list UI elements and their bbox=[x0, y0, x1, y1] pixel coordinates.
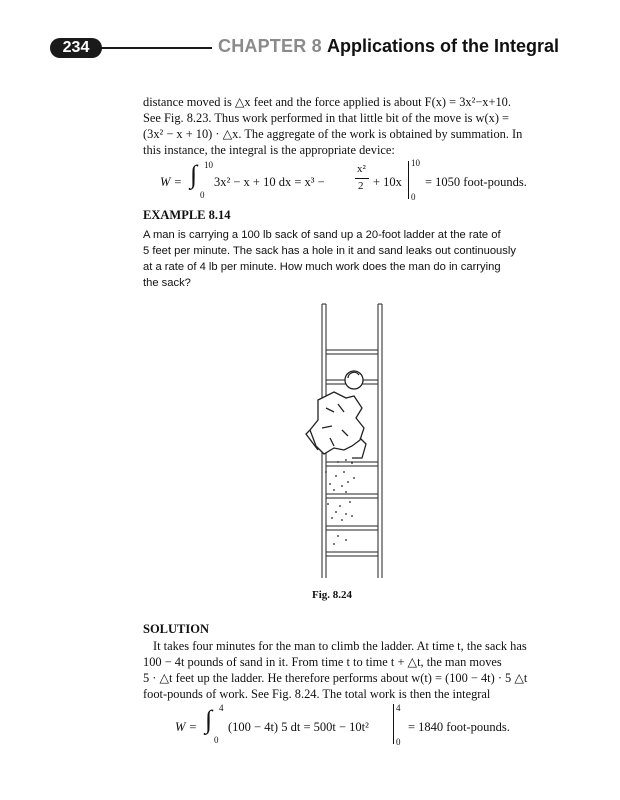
intro-line: distance moved is △x feet and the force applied is about F(x) = 3x²−x+10. bbox=[143, 95, 511, 109]
formula1-frac-numerator: x² bbox=[357, 163, 366, 175]
fraction-bar bbox=[355, 178, 369, 179]
formula1-result: = 1050 foot-pounds. bbox=[425, 175, 527, 189]
formula2-lhs: W = bbox=[175, 720, 197, 734]
intro-line: See Fig. 8.23. Thus work performed in that little bit of the move is w(x) = bbox=[143, 111, 510, 125]
formula2-eval-upper: 4 bbox=[396, 703, 401, 713]
intro-paragraph bbox=[143, 94, 561, 158]
formula2-result: = 1840 foot-pounds. bbox=[408, 720, 510, 734]
solution-line: It takes four minutes for the man to climb the ladder. At time t, the sack has bbox=[153, 639, 527, 653]
formula1-eval-lower: 0 bbox=[411, 192, 416, 202]
intro-line: this instance, the integral is the appropriate device: bbox=[143, 143, 395, 157]
example-problem bbox=[143, 227, 561, 291]
formula1-upper-limit: 10 bbox=[204, 160, 213, 170]
header-rule bbox=[96, 47, 212, 49]
solution-line: 100 − 4t pounds of sand in it. From time t to time t + △t, the man moves bbox=[143, 655, 502, 669]
example-line: A man is carrying a 100 lb sack of sand up a 20-foot ladder at the rate of bbox=[143, 229, 501, 241]
formula1-integrand: 3x² − x + 10 dx = x³ − bbox=[214, 175, 325, 189]
solution-paragraph bbox=[143, 638, 561, 702]
page-header bbox=[0, 0, 620, 70]
formula1-lhs: W = bbox=[160, 175, 182, 189]
chapter-title: Applications of the Integral bbox=[327, 36, 560, 56]
formula2-lower-limit: 0 bbox=[214, 735, 219, 745]
solution-line: foot-pounds of work. See Fig. 8.24. The total work is then the integral bbox=[143, 687, 491, 701]
sand-grains bbox=[325, 459, 355, 545]
example-line: 5 feet per minute. The sack has a hole in it and sand leaks out continuously bbox=[143, 245, 516, 257]
example-heading: EXAMPLE 8.14 bbox=[143, 208, 231, 222]
integral-sign-icon: ∫ bbox=[190, 160, 198, 189]
chapter-label: CHAPTER 8 bbox=[218, 36, 322, 56]
example-line: the sack? bbox=[143, 277, 191, 289]
intro-line: (3x² − x + 10) · △x. The aggregate of the work is obtained by summation. In bbox=[143, 127, 523, 141]
solution-heading: SOLUTION bbox=[143, 622, 209, 636]
example-line: at a rate of 4 lb per minute. How much work does the man do in carrying bbox=[143, 261, 501, 273]
formula2-upper-limit: 4 bbox=[219, 703, 224, 713]
formula1-frac-denominator: 2 bbox=[358, 180, 364, 192]
formula2-eval-lower: 0 bbox=[396, 737, 401, 747]
solution-line: 5 · △t feet up the ladder. He therefore performs about w(t) = (100 − 4t) · 5 △t bbox=[143, 671, 528, 685]
sand-sack-icon bbox=[306, 392, 366, 458]
page-number: 234 bbox=[50, 38, 102, 58]
man-head-icon bbox=[345, 371, 363, 389]
formula2-integrand: (100 − 4t) 5 dt = 500t − 10t² bbox=[228, 720, 369, 734]
evaluation-bar bbox=[408, 161, 409, 199]
evaluation-bar bbox=[393, 704, 394, 744]
figure-caption: Fig. 8.24 bbox=[312, 589, 353, 601]
ladder-figure bbox=[296, 300, 396, 585]
formula1-after-frac: + 10x bbox=[373, 175, 402, 189]
formula1-lower-limit: 0 bbox=[200, 190, 205, 200]
formula1-eval-upper: 10 bbox=[411, 158, 420, 168]
integral-sign-icon: ∫ bbox=[205, 705, 213, 734]
